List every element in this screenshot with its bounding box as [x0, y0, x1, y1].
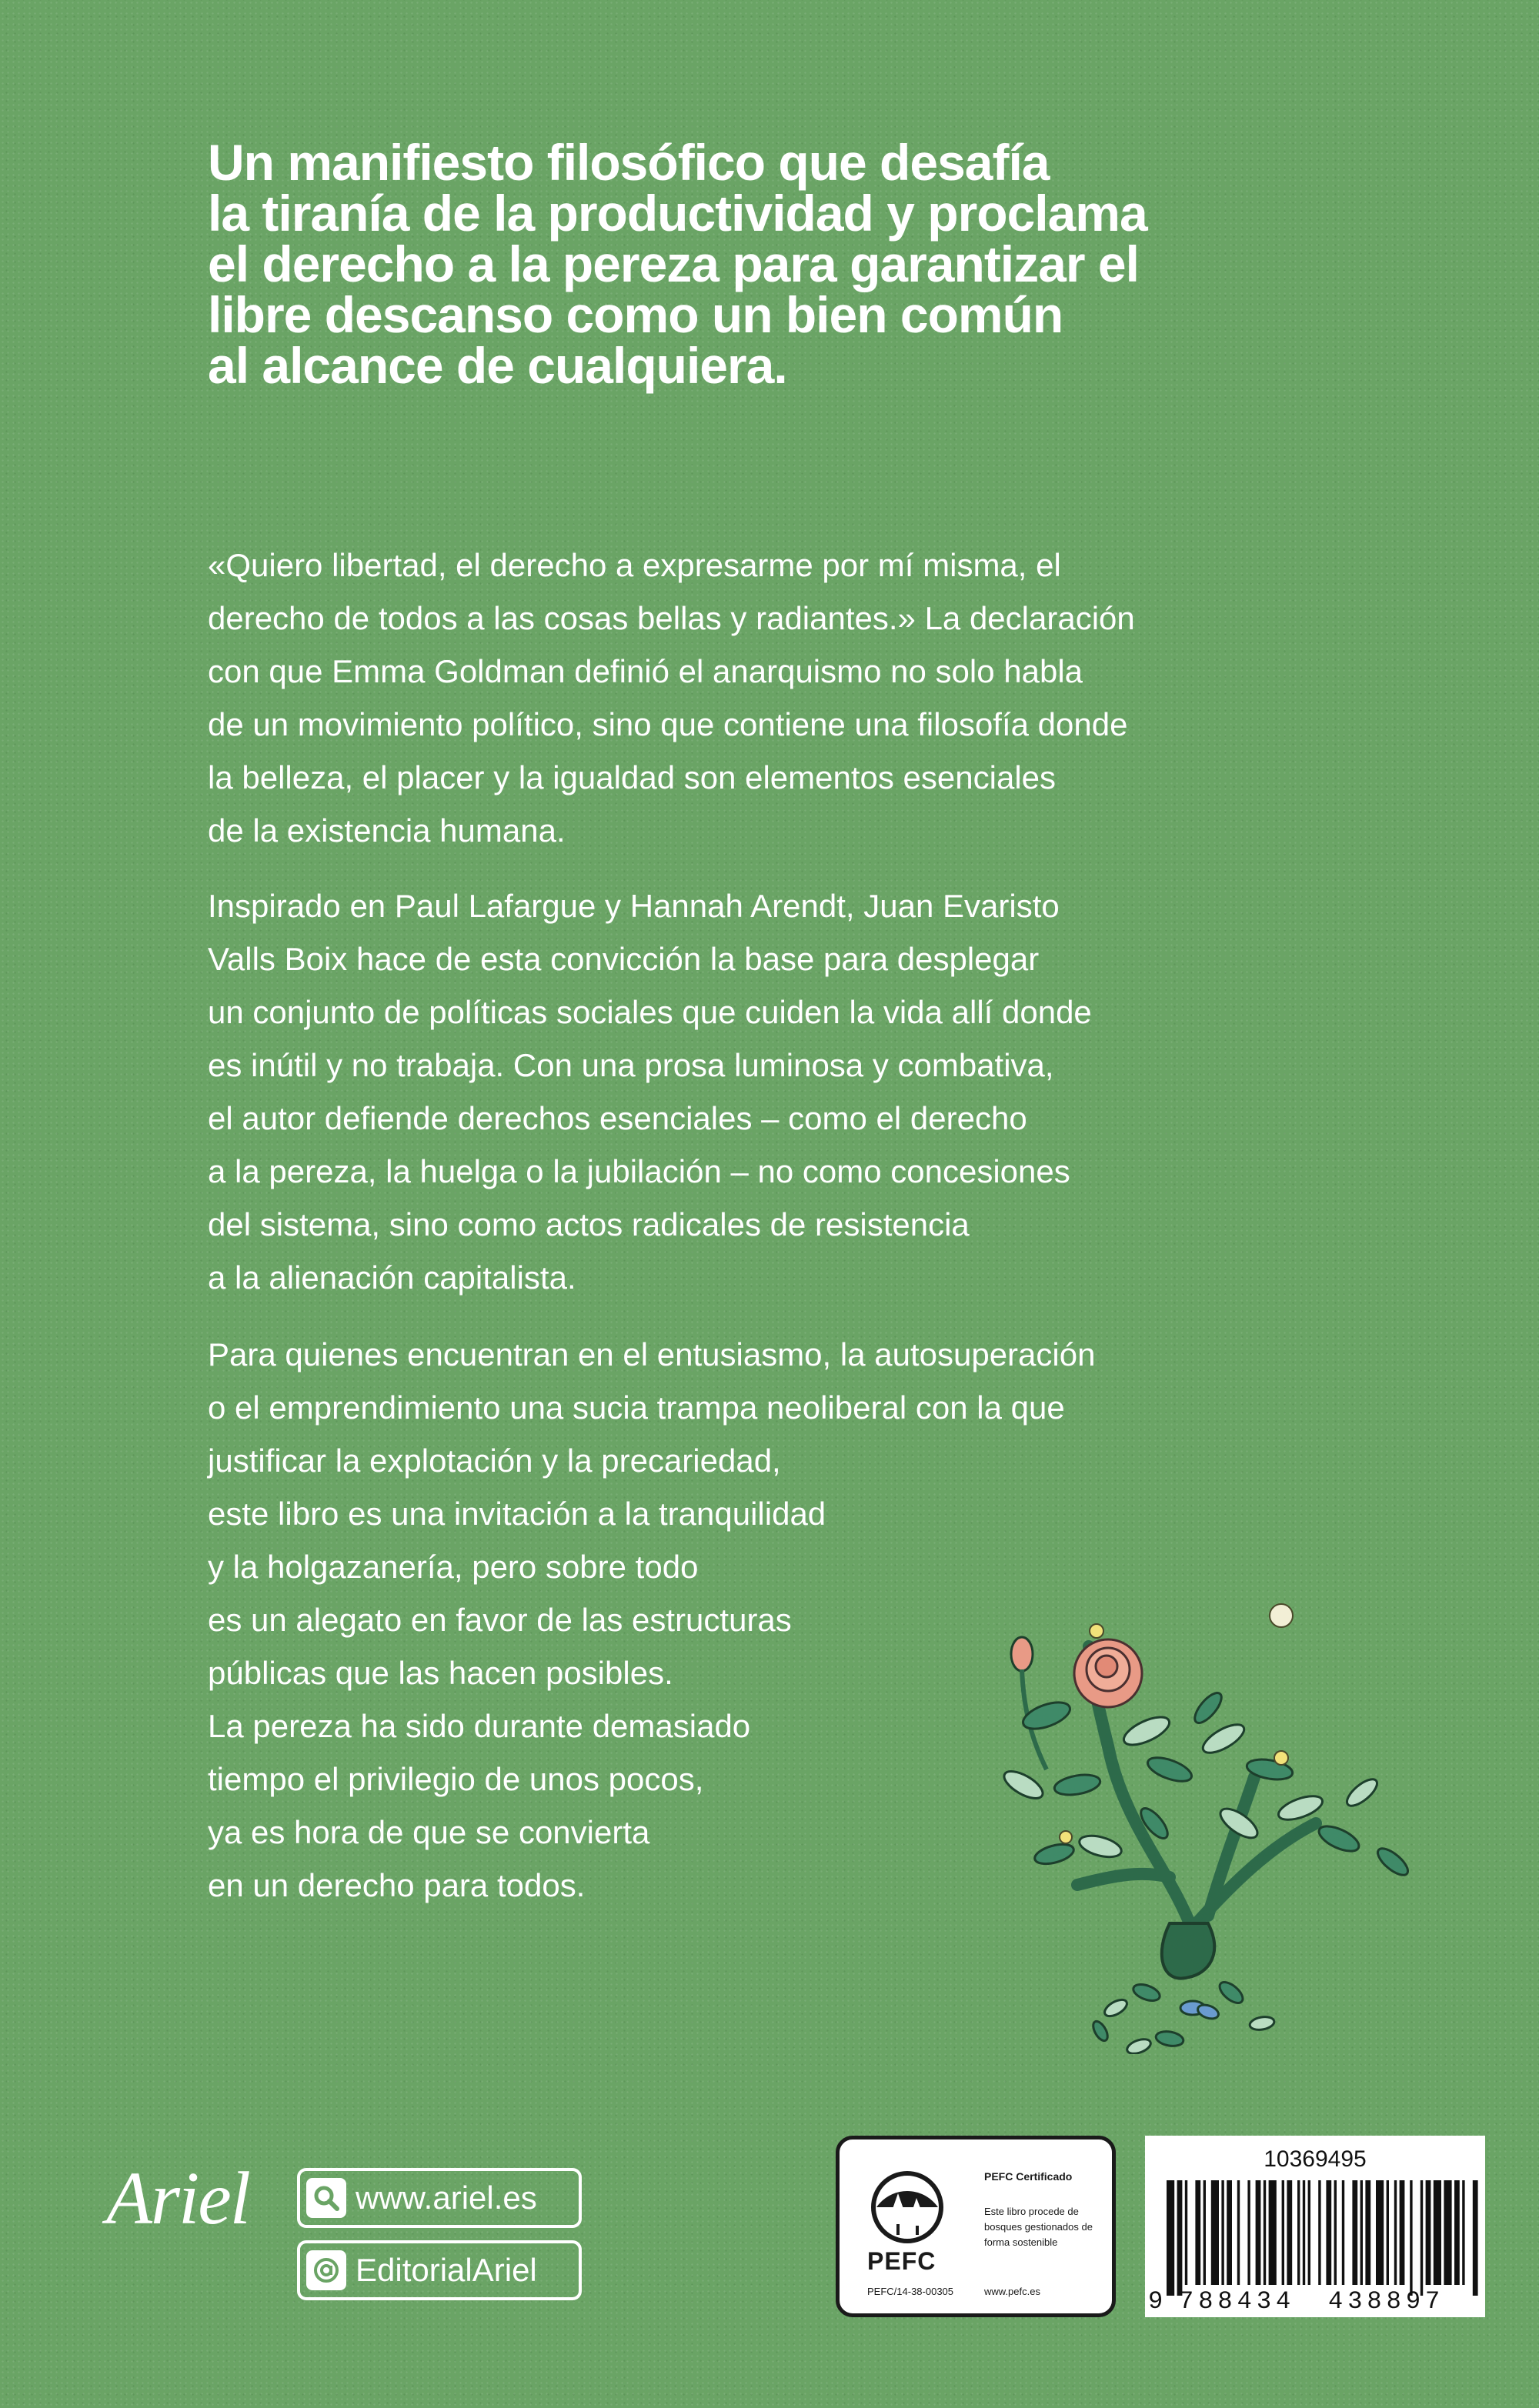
barcode-bar [1326, 2180, 1331, 2285]
paragraph-line: este libro es una invitación a la tranquilidad [208, 1496, 826, 1532]
barcode-bar [1376, 2180, 1384, 2285]
paragraph-quote [208, 539, 1408, 857]
paragraph-line: es un alegato en favor de las estructuras [208, 1602, 792, 1638]
barcode-bar [1444, 2180, 1451, 2285]
headline-line: al alcance de cualquiera. [208, 337, 787, 394]
social-handle-label: EditorialAriel [356, 2252, 537, 2288]
paragraph-line: o el emprendimiento una sucia trampa neoliberal con la que [208, 1389, 1065, 1426]
barcode-bar [1247, 2180, 1250, 2285]
pefc-certification-label [836, 2136, 1116, 2317]
ariel-logo: Ariel [106, 2157, 249, 2240]
barcode-bar [1334, 2180, 1337, 2285]
ean-right-digits: 438897 [1328, 2287, 1445, 2316]
paragraph-line: tiempo el privilegio de unos pocos, [208, 1761, 704, 1797]
headline-line: la tiranía de la productividad y proclama [208, 185, 1147, 242]
paragraph-line: públicas que las hacen posibles. [208, 1655, 673, 1691]
barcode-bar [1185, 2180, 1187, 2285]
barcode-bar [1287, 2180, 1292, 2285]
paragraph-line: «Quiero libertad, el derecho a expresarme por mí misma, el [208, 547, 1061, 583]
barcode-bar [1410, 2180, 1412, 2296]
barcode-bar [1473, 2180, 1478, 2296]
barcode-bar [1264, 2180, 1266, 2285]
website-label: www.ariel.es [356, 2180, 537, 2216]
barcode-bar [1177, 2180, 1183, 2296]
barcode-bar [1434, 2180, 1441, 2285]
paragraph-line: un conjunto de políticas sociales que cuiden la vida allí donde [208, 994, 1092, 1030]
at-icon [306, 2250, 346, 2290]
paragraph-line: Inspirado en Paul Lafargue y Hannah Arendt, Juan Evaristo [208, 888, 1060, 924]
barcode-bar [1282, 2180, 1284, 2285]
ean-first-digit: 9 [1148, 2287, 1163, 2316]
headline-line: el derecho a la pereza para garantizar el [208, 235, 1139, 292]
barcode-bar [1221, 2180, 1224, 2285]
pefc-trees-icon [869, 2170, 946, 2244]
pefc-code: PEFC/14-38-00305 [867, 2286, 954, 2297]
paragraph-line: Para quienes encuentran en el entusiasmo, la autosuperación [208, 1336, 1096, 1372]
ean-left-digits: 788434 [1179, 2287, 1296, 2316]
barcode-bar [1167, 2180, 1174, 2296]
paragraph-line: del sistema, sino como actos radicales de resistencia [208, 1206, 970, 1242]
search-icon [306, 2178, 346, 2218]
paragraph-line: la belleza, el placer y la igualdad son elementos esenciales [208, 759, 1057, 795]
barcode-bar [1394, 2180, 1397, 2285]
paragraph-line: de un movimiento político, sino que contiene una filosofía donde [208, 706, 1128, 742]
barcode-top-number: 10369495 [1264, 2146, 1367, 2172]
barcode-bar [1387, 2180, 1389, 2285]
barcode-bar [1462, 2180, 1464, 2285]
paragraph-line: con que Emma Goldman definió el anarquismo no solo habla [208, 653, 1083, 689]
barcode-bar [1318, 2180, 1320, 2285]
social-handle-link[interactable] [297, 2240, 582, 2300]
paragraph-line: es inútil y no trabaja. Con una prosa luminosa y combativa, [208, 1047, 1054, 1083]
paragraph-line: en un derecho para todos. [208, 1867, 586, 1903]
paragraph-author [208, 879, 1408, 1304]
barcode-bar [1211, 2180, 1219, 2285]
rose-plant-illustration [977, 1593, 1439, 2054]
paragraph-line: a la pereza, la huelga o la jubilación – no como concesiones [208, 1153, 1070, 1189]
barcode-bar [1203, 2180, 1206, 2285]
pefc-description: Este libro procede de bosques gestionados de forma sostenible [984, 2206, 1093, 2248]
headline-line: Un manifiesto filosófico que desafía [208, 134, 1050, 191]
paragraph-line: La pereza ha sido durante demasiado [208, 1708, 751, 1744]
barcode-bar [1237, 2180, 1240, 2285]
website-link[interactable] [297, 2168, 582, 2228]
paragraph-line: ya es hora de que se convierta [208, 1814, 650, 1850]
paragraph-line: Valls Boix hace de esta convicción la base para desplegar [208, 941, 1040, 977]
pefc-title: PEFC Certificado [984, 2170, 1073, 2183]
barcode-bar [1426, 2180, 1431, 2285]
barcode-bar [1308, 2180, 1310, 2285]
barcode-bars [1145, 2136, 1485, 2317]
paragraph-line: de la existencia humana. [208, 812, 566, 849]
barcode-bar [1454, 2180, 1460, 2285]
barcode-bar [1227, 2180, 1232, 2285]
barcode-bar [1297, 2180, 1300, 2285]
headline [208, 134, 1362, 394]
paragraph-line: a la alienación capitalista. [208, 1259, 576, 1296]
barcode-bar [1352, 2180, 1357, 2285]
barcode-bar [1360, 2180, 1363, 2285]
pefc-url: www.pefc.es [984, 2286, 1040, 2297]
barcode-bar [1256, 2180, 1261, 2285]
isbn-barcode [1145, 2136, 1485, 2317]
paragraph-line: justificar la explotación y la precariedad, [208, 1442, 781, 1479]
barcode-bar [1400, 2180, 1405, 2285]
barcode-bar [1342, 2180, 1344, 2285]
barcode-bar [1365, 2180, 1370, 2285]
pefc-wordmark: PEFC [867, 2247, 936, 2275]
headline-line: libre descanso como un bien común [208, 286, 1063, 343]
paragraph-line: el autor defiende derechos esenciales – como el derecho [208, 1100, 1027, 1136]
paragraph-line: derecho de todos a las cosas bellas y radiantes.» La declaración [208, 600, 1135, 636]
barcode-bar [1195, 2180, 1200, 2285]
barcode-bar [1269, 2180, 1277, 2285]
barcode-bar [1303, 2180, 1305, 2285]
paragraph-line: y la holgazanería, pero sobre todo [208, 1549, 699, 1585]
barcode-bar [1420, 2180, 1423, 2296]
